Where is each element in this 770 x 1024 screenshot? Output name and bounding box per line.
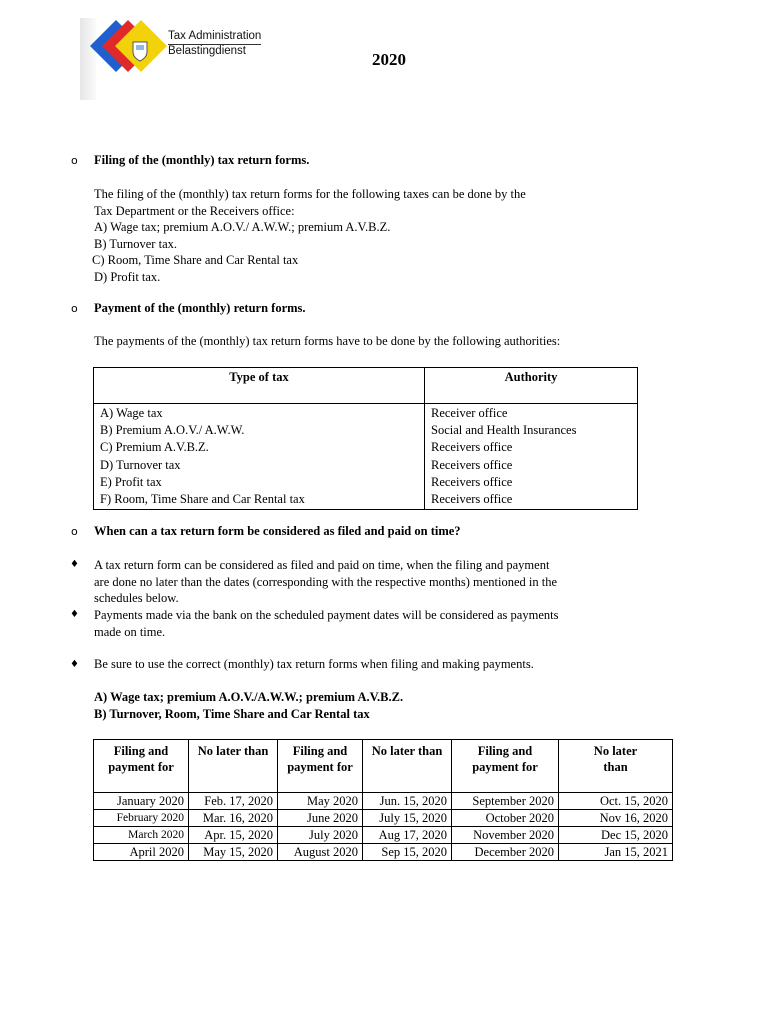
point1-text	[94, 557, 654, 607]
filing-month: September 2020	[452, 793, 559, 810]
header-filing-3: Filing and payment for	[452, 740, 559, 793]
due-date: Dec 15, 2020	[559, 827, 673, 844]
logo-line1: Tax Administration	[168, 30, 261, 45]
authority-table	[93, 367, 638, 510]
subheading-a: A) Wage tax; premium A.O.V./A.W.W.; premium A.V.B.Z.	[94, 690, 404, 704]
point3-text: Be sure to use the correct (monthly) tax return forms when filing and making payments.	[94, 657, 534, 671]
due-date: Jun. 15, 2020	[363, 793, 452, 810]
due-date: May 15, 2020	[189, 844, 278, 861]
due-date: July 15, 2020	[363, 810, 452, 827]
column-header-authority: Authority	[425, 368, 638, 404]
authority: Social and Health Insurances	[431, 423, 577, 438]
point2-line: Payments made via the bank on the scheduled payment dates will be considered as payments	[94, 608, 559, 622]
logo-line2: Belastingdienst	[168, 45, 246, 57]
section2-heading: Payment of the (monthly) return forms.	[94, 301, 306, 315]
filing-month: June 2020	[278, 810, 363, 827]
point1-line: A tax return form can be considered as filed and paid on time, when the filing and payment	[94, 558, 550, 572]
circle-bullet-icon: o	[71, 302, 78, 315]
header-no-later-2: No later than	[363, 740, 452, 793]
column-header-type: Type of tax	[94, 368, 425, 404]
type-of-tax: C) Premium A.V.B.Z.	[100, 440, 209, 455]
header-no-later-1: No later than	[189, 740, 278, 793]
table-row	[94, 827, 673, 844]
circle-bullet-icon: o	[71, 525, 78, 538]
table-row	[94, 793, 673, 810]
header-filing-1: Filing and payment for	[94, 740, 189, 793]
due-date: Nov 16, 2020	[559, 810, 673, 827]
section1-item: D) Profit tax.	[94, 269, 161, 284]
due-date: Sep 15, 2020	[363, 844, 452, 861]
filing-month: May 2020	[278, 793, 363, 810]
filing-month: July 2020	[278, 827, 363, 844]
circle-bullet-icon: o	[71, 154, 78, 167]
table-row	[94, 844, 673, 861]
authority: Receivers office	[431, 440, 513, 455]
authority: Receiver office	[431, 406, 508, 420]
point2-text	[94, 607, 654, 640]
section1-intro-line1: The filing of the (monthly) tax return forms for the following taxes can be done by the	[94, 187, 526, 201]
table-row	[94, 810, 673, 827]
due-date: Jan 15, 2021	[559, 844, 673, 861]
type-of-tax: D) Turnover tax	[100, 457, 181, 472]
point2-line: made on time.	[94, 624, 166, 639]
logo-text	[168, 30, 261, 58]
authority: Receivers office	[431, 457, 513, 472]
document-year: 2020	[372, 50, 406, 69]
section1-heading: Filing of the (monthly) tax return forms.	[94, 153, 310, 167]
header-no-later-3: No later than	[559, 740, 673, 793]
due-date: Apr. 15, 2020	[189, 827, 278, 844]
diamond-bullet-icon: ♦	[70, 559, 79, 570]
section1-item: A) Wage tax; premium A.O.V./ A.W.W.; premium A.V.B.Z.	[94, 220, 391, 235]
filing-month: February 2020	[94, 810, 189, 827]
logo-emblem	[86, 14, 170, 74]
table-row	[94, 404, 638, 510]
due-date: Feb. 17, 2020	[189, 793, 278, 810]
filing-month: August 2020	[278, 844, 363, 861]
filing-month: March 2020	[94, 827, 189, 844]
header-filing-2: Filing and payment for	[278, 740, 363, 793]
due-date: Oct. 15, 2020	[559, 793, 673, 810]
type-of-tax: A) Wage tax	[100, 406, 163, 420]
type-cell	[94, 404, 425, 510]
filing-month: December 2020	[452, 844, 559, 861]
filing-month: April 2020	[94, 844, 189, 861]
filing-month: November 2020	[452, 827, 559, 844]
section2-intro: The payments of the (monthly) tax return forms have to be done by the following authorities:	[94, 334, 561, 348]
section1-intro-line2: Tax Department or the Receivers office:	[94, 203, 295, 218]
authority-cell	[425, 404, 638, 510]
due-date: Aug 17, 2020	[363, 827, 452, 844]
point1-line: are done no later than the dates (corresponding with the respective months) mentioned in the	[94, 574, 558, 589]
section1-body	[94, 186, 614, 286]
type-of-tax: E) Profit tax	[100, 474, 162, 489]
authority: Receivers office	[431, 492, 513, 507]
due-date: Mar. 16, 2020	[189, 810, 278, 827]
table-header-row	[94, 368, 638, 404]
point1-line: schedules below.	[94, 591, 179, 606]
diamond-bullet-icon: ♦	[70, 659, 79, 670]
section3-heading: When can a tax return form be considered as filed and paid on time?	[94, 524, 461, 538]
section1-item: B) Turnover tax.	[94, 236, 177, 251]
filing-month: January 2020	[94, 793, 189, 810]
section1-item: C) Room, Time Share and Car Rental tax	[92, 253, 299, 268]
authority: Receivers office	[431, 474, 513, 489]
schedule-header-row	[94, 740, 673, 793]
schedule-table	[93, 739, 673, 861]
filing-month: October 2020	[452, 810, 559, 827]
subheading-b: B) Turnover, Room, Time Share and Car Rental tax	[94, 707, 370, 721]
type-of-tax: B) Premium A.O.V./ A.W.W.	[100, 423, 245, 438]
diamond-bullet-icon: ♦	[70, 609, 79, 620]
type-of-tax: F) Room, Time Share and Car Rental tax	[100, 492, 305, 507]
